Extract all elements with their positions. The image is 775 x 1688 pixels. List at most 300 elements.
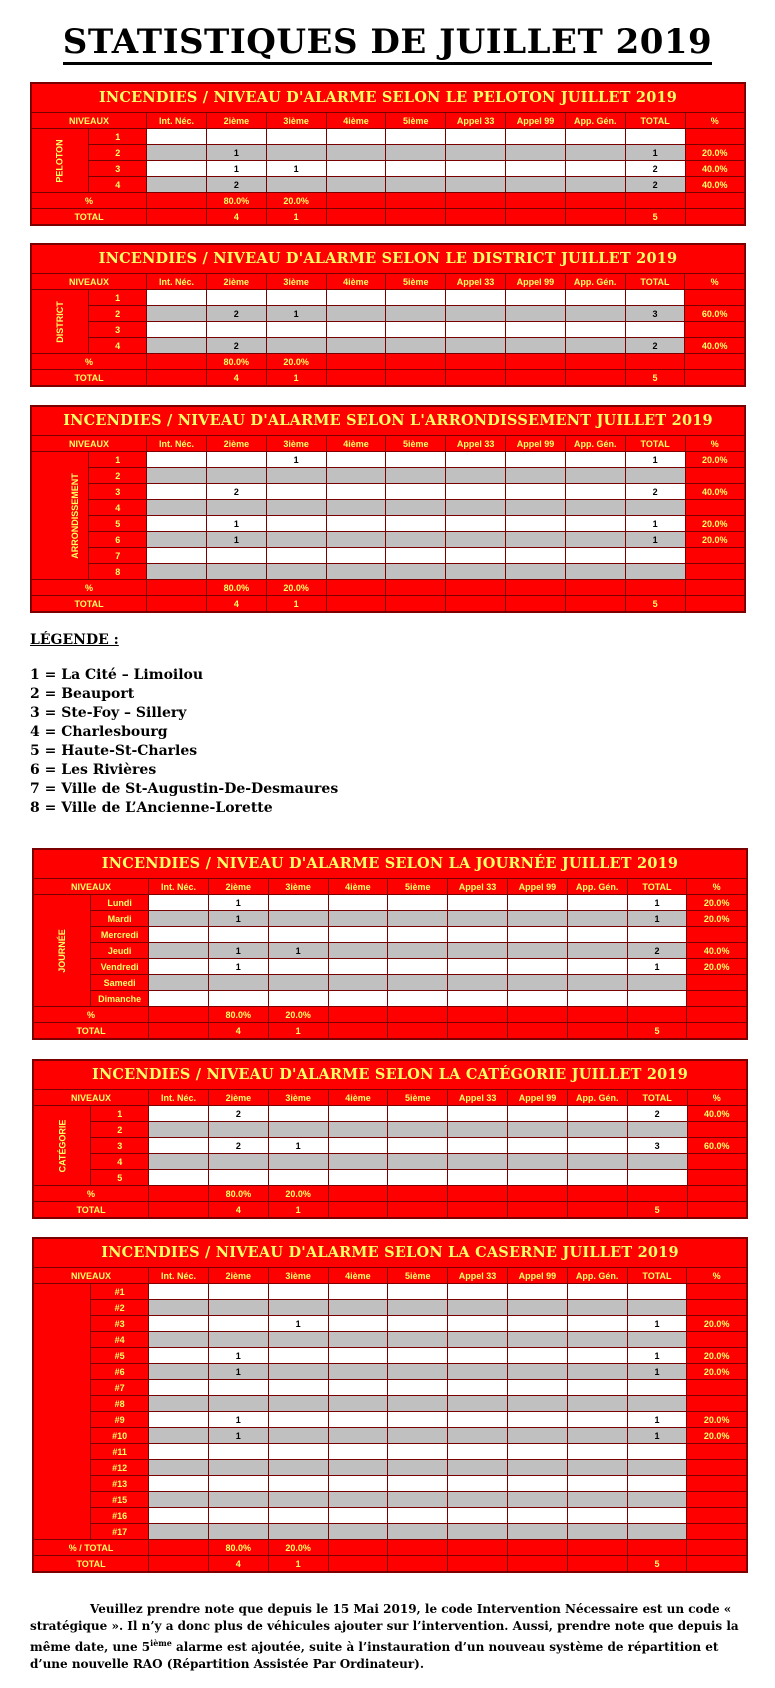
row-total (625, 564, 685, 580)
table-cell (507, 1524, 567, 1540)
row-percent (687, 1460, 747, 1476)
side-label-text: CATÉGORIE (57, 1119, 68, 1172)
column-header: 4ième (328, 879, 388, 895)
total-row-label: TOTAL (31, 596, 147, 613)
table-cell (386, 532, 446, 548)
table-row (33, 1380, 747, 1396)
table-cell: 1 (206, 161, 266, 177)
row-percent: 20.0% (687, 1364, 747, 1380)
row-total: 1 (625, 516, 685, 532)
table-cell (208, 1122, 268, 1138)
side-label-text: ARRONDISSEMENT (69, 472, 80, 559)
table-row (33, 895, 747, 911)
table-cell (448, 959, 508, 975)
column-header: 2ième (206, 274, 266, 290)
total-cell: 1 (266, 596, 326, 613)
table-cell (506, 145, 566, 161)
table-cell (147, 484, 207, 500)
row-total: 1 (627, 1316, 687, 1332)
row-percent (687, 1492, 747, 1508)
table-cell (565, 129, 625, 145)
total-cell (687, 1023, 747, 1040)
table-cell (388, 1332, 448, 1348)
table-cell (507, 1492, 567, 1508)
table-caption-row (33, 849, 747, 879)
table-cell: 2 (206, 306, 266, 322)
total-cell (507, 1556, 567, 1573)
table-cell (268, 1444, 328, 1460)
table-caserne (32, 1237, 748, 1573)
table-cell (507, 895, 567, 911)
table-row (33, 1138, 747, 1154)
legend (30, 632, 338, 818)
table-row (31, 322, 745, 338)
table-cell (448, 1170, 508, 1186)
column-header: Int. Néc. (147, 113, 207, 129)
table-row (31, 177, 745, 193)
table-cell: 1 (266, 452, 326, 468)
column-header: NIVEAUX (33, 1090, 149, 1106)
row-total: 1 (627, 1412, 687, 1428)
total-cell (386, 596, 446, 613)
table-cell (149, 1380, 209, 1396)
column-header: 5ième (386, 113, 446, 129)
table-cell (448, 1508, 508, 1524)
table-cell (446, 468, 506, 484)
legend-item: 7 = Ville de St-Augustin-De-Desmaures (30, 781, 339, 797)
table-cell (326, 468, 386, 484)
row-label: 2 (89, 468, 147, 484)
table-cell (268, 1476, 328, 1492)
table-cell (266, 500, 326, 516)
table-cell (208, 1524, 268, 1540)
row-total (627, 1492, 687, 1508)
row-total (627, 991, 687, 1007)
table-cell (266, 129, 326, 145)
table-cell (446, 177, 506, 193)
table-cell (328, 1492, 388, 1508)
row-label: #8 (91, 1396, 149, 1412)
table-cell (326, 161, 386, 177)
row-percent: 20.0% (685, 532, 745, 548)
legend-item: 4 = Charlesbourg (30, 724, 168, 740)
table-cell (326, 322, 386, 338)
total-cell (149, 1202, 209, 1219)
table-cell (149, 1300, 209, 1316)
row-label: 4 (91, 1154, 149, 1170)
table-caption-row (33, 1060, 747, 1090)
row-percent: 20.0% (687, 1316, 747, 1332)
table-cell (206, 468, 266, 484)
column-header: 3ième (266, 113, 326, 129)
row-percent: 20.0% (687, 1428, 747, 1444)
table-cell (268, 991, 328, 1007)
table-cell (567, 1364, 627, 1380)
table-cell (505, 338, 565, 354)
table-cell (446, 145, 506, 161)
row-label: 5 (91, 1170, 149, 1186)
percent-cell (507, 1007, 567, 1023)
column-header: Appel 99 (508, 1090, 568, 1106)
table-cell (506, 177, 566, 193)
total-cell (328, 1202, 388, 1219)
table-cell (266, 338, 326, 354)
total-cell (326, 596, 386, 613)
column-header: 4ième (326, 436, 386, 452)
table-cell (386, 161, 446, 177)
percent-cell: 80.0% (208, 1186, 268, 1202)
total-cell: 1 (268, 1556, 328, 1573)
percent-cell (508, 1186, 568, 1202)
column-header: Appel 99 (507, 879, 567, 895)
row-percent (685, 129, 745, 145)
percent-cell (388, 1540, 448, 1556)
legend-item: 2 = Beauport (30, 686, 135, 702)
table-cell (149, 1154, 209, 1170)
total-cell (507, 1023, 567, 1040)
column-header: 2ième (208, 1268, 268, 1284)
table-cell (388, 1492, 448, 1508)
table-cell (386, 129, 446, 145)
table-cell (147, 564, 207, 580)
column-header: 3ième (268, 1268, 328, 1284)
column-header: 4ième (328, 1090, 388, 1106)
table-row (33, 927, 747, 943)
legend-item: 6 = Les Rivières (30, 762, 157, 778)
row-percent (687, 1332, 747, 1348)
percent-cell (326, 580, 386, 596)
row-label: Jeudi (91, 943, 149, 959)
percent-row-label: % (31, 354, 147, 370)
table-cell (508, 1154, 568, 1170)
table-cell (506, 161, 566, 177)
table-cell (266, 516, 326, 532)
row-total: 1 (627, 895, 687, 911)
total-cell (147, 209, 207, 226)
row-total (627, 1154, 687, 1170)
row-percent (687, 1170, 747, 1186)
column-header: 3ième (268, 879, 328, 895)
row-total: 1 (627, 959, 687, 975)
table-cell (328, 1332, 388, 1348)
table-cell (388, 1138, 448, 1154)
table-cell (448, 1524, 508, 1540)
total-row (31, 370, 745, 387)
table-cell (386, 500, 446, 516)
table-row (33, 959, 747, 975)
table-cell (567, 1106, 627, 1122)
row-percent (685, 564, 745, 580)
table-cell (388, 1396, 448, 1412)
table-row (33, 1412, 747, 1428)
table-cell (386, 306, 446, 322)
table-cell (206, 548, 266, 564)
percent-cell (687, 1186, 747, 1202)
percent-cell (565, 193, 625, 209)
column-header: % (687, 1090, 747, 1106)
percent-cell (687, 1540, 747, 1556)
grand-total: 5 (625, 596, 685, 613)
table-cell (446, 516, 506, 532)
table-categorie (32, 1059, 748, 1219)
table-row (33, 1284, 747, 1300)
table-cell (326, 145, 386, 161)
row-percent (687, 1396, 747, 1412)
row-percent (687, 975, 747, 991)
table-row (33, 1348, 747, 1364)
percent-cell: 20.0% (268, 1007, 328, 1023)
column-header: Appel 99 (507, 1268, 567, 1284)
table-cell (208, 1154, 268, 1170)
grand-total: 5 (627, 1556, 687, 1573)
row-total: 1 (627, 911, 687, 927)
table-row (31, 468, 745, 484)
grand-total: 5 (625, 209, 685, 226)
row-label: 3 (89, 322, 147, 338)
percent-cell: 80.0% (208, 1540, 268, 1556)
table-cell (388, 1476, 448, 1492)
row-label: #7 (91, 1380, 149, 1396)
percent-cell: 20.0% (266, 354, 326, 370)
table-cell: 1 (268, 1316, 328, 1332)
table-cell (448, 943, 508, 959)
column-header: 2ième (208, 879, 268, 895)
table-cell (147, 177, 207, 193)
row-total (627, 1508, 687, 1524)
table-cell (567, 943, 627, 959)
row-total: 2 (625, 484, 685, 500)
table-cell (386, 177, 446, 193)
table-cell (448, 1332, 508, 1348)
table-cell (388, 1428, 448, 1444)
table-cell (388, 911, 448, 927)
table-cell (147, 532, 207, 548)
table-cell (448, 1300, 508, 1316)
table-cell (507, 927, 567, 943)
table-cell (208, 1300, 268, 1316)
row-total (625, 548, 685, 564)
table-cell (565, 564, 625, 580)
side-label (33, 1284, 91, 1540)
total-row-label: TOTAL (33, 1202, 149, 1219)
table-cell (268, 1284, 328, 1300)
percent-row (33, 1186, 747, 1202)
row-label: #6 (91, 1364, 149, 1380)
grand-total: 5 (627, 1023, 687, 1040)
row-percent: 40.0% (687, 943, 747, 959)
total-row (31, 209, 745, 226)
row-percent: 20.0% (687, 1412, 747, 1428)
table-cell (565, 500, 625, 516)
table-row (31, 306, 745, 322)
note-text-1: Veuillez prendre note que depuis le 15 Mai 2019, le code Intervention Nécessaire est un code « stratégique ». Il n’y a donc plus de véhicules ajouter sur l’intervention. Aussi, prendre note que depuis la même date, une 5 (30, 1602, 739, 1654)
row-total: 1 (627, 1364, 687, 1380)
table-row (31, 338, 745, 354)
table-row (33, 1122, 747, 1138)
row-total (627, 1284, 687, 1300)
table-peloton (30, 82, 746, 226)
table-row (33, 943, 747, 959)
row-label: 4 (89, 500, 147, 516)
percent-cell (448, 1540, 508, 1556)
table-caption: INCENDIES / NIVEAU D'ALARME SELON LA CASERNE JUILLET 2019 (33, 1238, 747, 1268)
row-percent (687, 1122, 747, 1138)
total-row (33, 1202, 747, 1219)
table-cell (565, 177, 625, 193)
row-label: Mardi (91, 911, 149, 927)
column-header: NIVEAUX (31, 274, 147, 290)
table-cell (567, 1284, 627, 1300)
table-cell (326, 452, 386, 468)
total-cell (448, 1202, 508, 1219)
total-cell: 4 (208, 1202, 268, 1219)
percent-cell (505, 354, 565, 370)
total-cell (386, 209, 446, 226)
table-cell (388, 1444, 448, 1460)
table-cell (149, 1348, 209, 1364)
table-cell: 1 (208, 943, 268, 959)
column-header: Appel 99 (505, 274, 565, 290)
percent-cell (627, 1540, 687, 1556)
column-header: Appel 33 (448, 879, 508, 895)
table-row (31, 484, 745, 500)
row-label: #2 (91, 1300, 149, 1316)
table-cell (508, 1106, 568, 1122)
column-header: 5ième (386, 436, 446, 452)
footer-note (30, 1601, 745, 1673)
side-label-text: JOURNÉE (57, 928, 68, 973)
table-cell (565, 468, 625, 484)
table-cell (147, 516, 207, 532)
table-row (31, 564, 745, 580)
total-cell: 4 (208, 1556, 268, 1573)
table-cell (149, 1444, 209, 1460)
table-header-row (31, 436, 745, 452)
table-cell (268, 1170, 328, 1186)
side-label (31, 452, 89, 580)
total-cell (685, 209, 745, 226)
row-percent (685, 548, 745, 564)
table-cell (386, 290, 446, 306)
row-total: 2 (625, 177, 685, 193)
table-cell (266, 290, 326, 306)
table-cell (328, 927, 388, 943)
table-cell (567, 1476, 627, 1492)
row-total (627, 1476, 687, 1492)
table-cell (567, 1170, 627, 1186)
total-cell (567, 1202, 627, 1219)
table-cell (567, 895, 627, 911)
table-cell (147, 338, 207, 354)
table-cell (507, 1380, 567, 1396)
column-header: Appel 33 (446, 113, 506, 129)
table-cell (565, 161, 625, 177)
table-row (33, 991, 747, 1007)
table-cell (506, 129, 566, 145)
table-cell (149, 975, 209, 991)
side-label (33, 1106, 91, 1186)
row-total: 2 (625, 161, 685, 177)
column-header: App. Gén. (565, 436, 625, 452)
row-total (627, 1524, 687, 1540)
percent-cell (147, 193, 207, 209)
percent-cell: 80.0% (208, 1007, 268, 1023)
table-header-row (31, 113, 745, 129)
table-cell (266, 468, 326, 484)
column-header: 5ième (386, 274, 446, 290)
table-cell (567, 1508, 627, 1524)
table-cell (149, 1284, 209, 1300)
table-cell (149, 1508, 209, 1524)
table-cell: 1 (268, 1138, 328, 1154)
table-cell (386, 468, 446, 484)
table-caption-row (31, 244, 745, 274)
table-cell (508, 1138, 568, 1154)
table-cell (266, 548, 326, 564)
table-cell (448, 1412, 508, 1428)
row-label: Samedi (91, 975, 149, 991)
table-cell: 1 (208, 895, 268, 911)
table-cell (506, 484, 566, 500)
total-cell (328, 1556, 388, 1573)
table-cell: 1 (206, 516, 266, 532)
percent-cell (149, 1186, 209, 1202)
table-cell (567, 1492, 627, 1508)
total-cell (685, 596, 745, 613)
table-cell (328, 1316, 388, 1332)
table-cell (266, 177, 326, 193)
table-cell (326, 484, 386, 500)
table-cell (208, 1492, 268, 1508)
total-cell: 1 (268, 1023, 328, 1040)
row-label: 1 (89, 290, 147, 306)
table-cell (268, 959, 328, 975)
table-district (30, 243, 746, 387)
table-cell (268, 1492, 328, 1508)
table-cell (446, 452, 506, 468)
table-cell (147, 145, 207, 161)
table-cell (149, 1476, 209, 1492)
table-cell (149, 895, 209, 911)
row-percent (687, 1476, 747, 1492)
row-total (627, 1380, 687, 1396)
percent-cell (685, 354, 745, 370)
table-cell (328, 1154, 388, 1170)
column-header: 5ième (388, 879, 448, 895)
row-percent (685, 500, 745, 516)
table-cell (149, 911, 209, 927)
table-cell (268, 927, 328, 943)
table-cell (208, 1332, 268, 1348)
table-cell (507, 959, 567, 975)
table-cell (506, 452, 566, 468)
row-total: 1 (627, 1348, 687, 1364)
table-cell (147, 322, 207, 338)
table-cell (386, 145, 446, 161)
total-cell (506, 209, 566, 226)
table-cell: 1 (266, 161, 326, 177)
total-cell (326, 370, 386, 387)
percent-cell (446, 580, 506, 596)
total-cell: 4 (208, 1023, 268, 1040)
page-title: STATISTIQUES DE JUILLET 2019 (0, 22, 775, 62)
total-cell (326, 209, 386, 226)
legend-item: 3 = Ste-Foy – Sillery (30, 705, 187, 721)
table-row (33, 1444, 747, 1460)
table-cell (565, 516, 625, 532)
table-cell (567, 959, 627, 975)
table-cell (149, 1364, 209, 1380)
